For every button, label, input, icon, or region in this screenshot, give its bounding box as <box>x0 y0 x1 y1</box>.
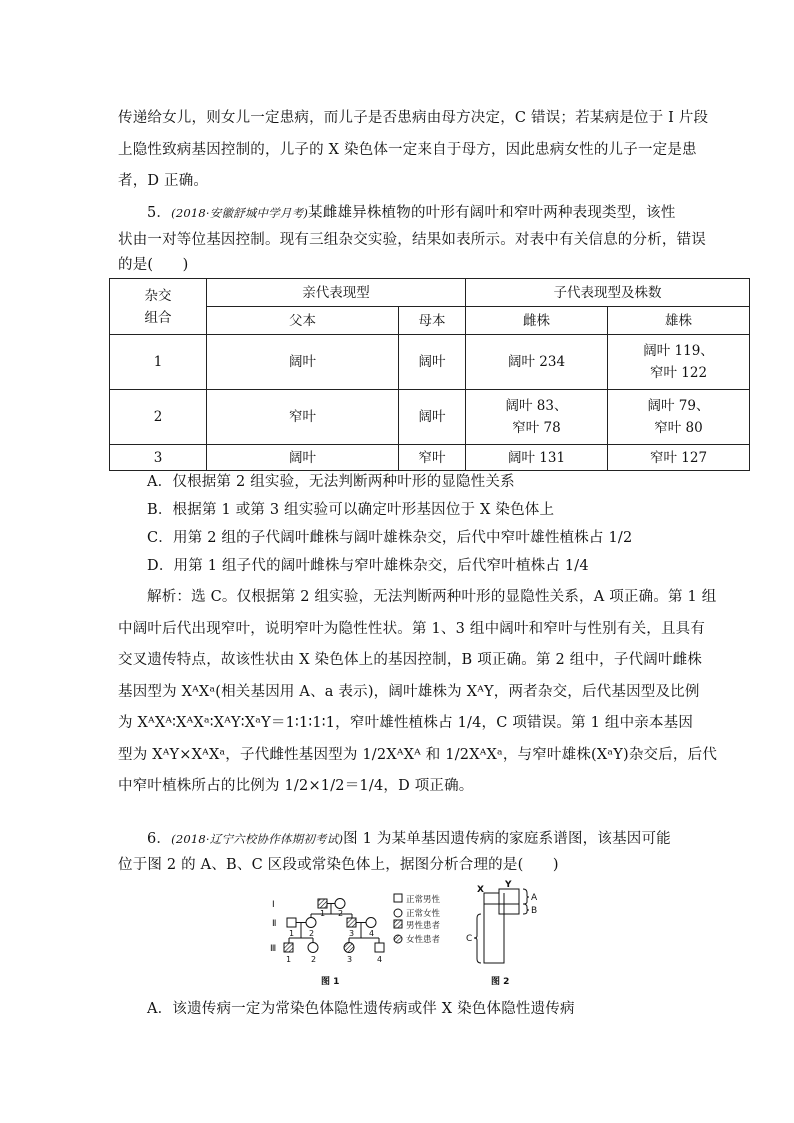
header-male: 雄株 <box>608 307 750 335</box>
header-parents: 亲代表现型 <box>207 279 466 307</box>
q6-stem-text: 图 1 为某单基因遗传病的家庭系谱图，该基因可能 <box>343 831 671 847</box>
q6-option-a: A．该遗传病一定为常染色体隐性遗传病或伴 X 染色体隐性遗传病 <box>147 1001 575 1017</box>
gen3-num-2: 2 <box>311 955 317 964</box>
cell-female <box>466 390 608 445</box>
cell-mother: 阔叶 <box>399 390 466 445</box>
table-row <box>110 390 750 445</box>
gen2-affected-male-3 <box>347 918 356 927</box>
gen2-normal-male-1 <box>287 918 296 927</box>
q5-option-a: A．仅根据第 2 组实验，无法判断两种叶形的显隐性关系 <box>147 474 515 490</box>
gen1-num-1: 1 <box>320 909 326 918</box>
legend-normal-male: 正常男性 <box>406 895 441 905</box>
q6-stem-line-1 <box>147 829 671 849</box>
cell-mother: 窄叶 <box>399 445 466 471</box>
cell-mother: 阔叶 <box>399 335 466 390</box>
cell-group: 2 <box>110 390 207 445</box>
cell-father: 阔叶 <box>207 335 399 390</box>
q6-number: 6． <box>147 831 172 847</box>
q5-analysis-line-1: 解析：选 C。仅根据第 2 组实验，无法判断两种叶形的显隐性关系，A 项正确。第 1 组 <box>147 589 717 605</box>
gen2-num-3: 3 <box>349 929 355 938</box>
header-father: 父本 <box>207 307 399 335</box>
y-chromosome <box>499 889 519 914</box>
pedigree-figure <box>284 894 402 953</box>
header-cross-group-line-2: 组合 <box>144 309 172 326</box>
figure2-caption: 图 2 <box>491 977 510 987</box>
header-cross-group-line-1: 杂交 <box>144 287 172 304</box>
label-c: C <box>466 934 473 944</box>
cell-female-line-1: 阔叶 234 <box>507 354 566 370</box>
cell-group: 1 <box>110 335 207 390</box>
legend-affected-female: 女性患者 <box>406 935 441 945</box>
gen2-num-2: 2 <box>309 929 315 938</box>
q5-number: 5． <box>147 205 172 221</box>
legend-affected-male: 男性患者 <box>406 921 441 931</box>
q5-analysis-line-4: 基因型为 XᴬXᵃ(相关基因用 A、a 表示)，阔叶雄株为 XᴬY，两者杂交，后代基因型及比例 <box>118 684 700 700</box>
cell-male <box>608 335 750 390</box>
gen1-label: Ⅰ <box>272 900 275 910</box>
cell-male <box>608 390 750 445</box>
legend-normal-female-symbol <box>394 909 402 917</box>
gen2-normal-female-2 <box>306 918 316 928</box>
q5-stem-line-3: 的是( ) <box>118 257 189 273</box>
cell-female-line-2: 窄叶 78 <box>512 420 561 436</box>
legend-affected-male-symbol <box>394 920 402 928</box>
gen2-label: Ⅱ <box>272 919 277 929</box>
gen2-num-4: 4 <box>369 929 375 938</box>
cell-male-line-2: 窄叶 80 <box>654 420 703 436</box>
q5-stem-text: 某雌雄异株植物的叶形有阔叶和窄叶两种表现类型，该性 <box>308 205 676 221</box>
gen3-affected-male-1 <box>284 943 293 952</box>
gen1-affected-male <box>318 899 327 908</box>
q5-analysis-line-7: 中窄叶植株所占的比例为 1/2×1/2＝1/4，D 项正确。 <box>118 778 474 794</box>
gen3-normal-male-4 <box>375 943 384 952</box>
gen1-num-2: 2 <box>338 909 344 918</box>
header-cross-group <box>110 279 207 335</box>
intro-line-3: 者，D 正确。 <box>118 173 209 189</box>
q5-stem-line-1 <box>147 203 676 223</box>
gen3-num-4: 4 <box>377 955 383 964</box>
q5-source: (2018·安徽舒城中学月考) <box>171 206 309 220</box>
cell-male-line-2: 窄叶 122 <box>649 365 708 381</box>
label-a: A <box>531 893 538 903</box>
label-x: X <box>477 885 484 895</box>
legend-normal-male-symbol <box>394 894 402 902</box>
gen3-affected-female-3 <box>344 943 354 953</box>
gen2-num-1: 1 <box>289 929 295 938</box>
cell-male-line-1: 阔叶 79、 <box>647 398 710 414</box>
cell-male: 窄叶 127 <box>608 445 750 471</box>
cell-father: 窄叶 <box>207 390 399 445</box>
chromosome-figure <box>474 889 529 963</box>
figure1-caption: 图 1 <box>321 977 340 987</box>
cell-male-line-1: 阔叶 119、 <box>643 343 714 359</box>
gen3-num-3: 3 <box>347 955 353 964</box>
header-mother: 母本 <box>399 307 466 335</box>
legend-normal-female: 正常女性 <box>406 909 441 919</box>
intro-line-2: 上隐性致病基因控制的，儿子的 X 染色体一定来自于母方，因此患病女性的儿子一定是患 <box>118 142 697 158</box>
table-row <box>110 335 750 390</box>
label-y: Y <box>505 880 512 890</box>
q5-option-d: D．用第 1 组子代的阔叶雌株与窄叶雄株杂交，后代窄叶植株占 1/4 <box>147 558 589 574</box>
q5-analysis-line-3: 交叉遗传特点，故该性状由 X 染色体上的基因控制，B 项正确。第 2 组中，子代阔叶雌株 <box>118 652 703 668</box>
header-offspring: 子代表现型及株数 <box>466 279 750 307</box>
q5-analysis-line-2: 中阔叶后代出现窄叶，说明窄叶为隐性性状。第 1、3 组中阔叶和窄叶与性别有关，且具有 <box>118 621 706 637</box>
label-b: B <box>531 906 538 916</box>
gen1-normal-female <box>335 899 345 909</box>
table-row <box>110 445 750 471</box>
cell-female-line-1: 阔叶 83、 <box>505 398 568 414</box>
gen3-num-1: 1 <box>286 955 292 964</box>
q5-data-table <box>109 278 750 471</box>
q6-source: (2018·辽宁六校协作体期初考试) <box>171 832 344 846</box>
q5-analysis-line-5: 为 XᴬXᴬ∶XᴬXᵃ∶XᴬY∶XᵃY＝1∶1∶1∶1，窄叶雄性植株占 1/4，C 项错误。第 1 组中亲本基因 <box>118 715 694 731</box>
q5-option-b: B．根据第 1 或第 3 组实验可以确定叶形基因位于 X 染色体上 <box>147 502 555 518</box>
cell-father: 阔叶 <box>207 445 399 471</box>
q5-analysis-line-6: 型为 XᴬY×XᴬXᵃ，子代雌性基因型为 1/2XᴬXᴬ 和 1/2XᴬXᵃ，与窄叶雄株(XᵃY)杂交后，后代 <box>118 747 718 763</box>
q6-stem-line-2: 位于图 2 的 A、B、C 区段或常染色体上，据图分析合理的是( ) <box>118 857 559 873</box>
q5-option-c: C．用第 2 组的子代阔叶雌株与阔叶雄株杂交，后代中窄叶雄性植株占 1/2 <box>147 530 633 546</box>
pedigree-and-chromosome-figure <box>267 880 567 988</box>
gen2-normal-female-4 <box>366 918 376 928</box>
q5-stem-line-2: 状由一对等位基因控制。现有三组杂交实验，结果如表所示。对表中有关信息的分析，错误 <box>118 232 706 248</box>
header-female: 雌株 <box>466 307 608 335</box>
intro-line-1: 传递给女儿，则女儿一定患病，而儿子是否患病由母方决定，C 错误；若某病是位于 I 片段 <box>118 110 709 126</box>
cell-female: 阔叶 131 <box>466 445 608 471</box>
cell-female <box>466 335 608 390</box>
legend-affected-female-symbol <box>394 935 402 943</box>
gen3-normal-female-2 <box>308 943 318 953</box>
gen3-label: Ⅲ <box>270 944 277 954</box>
cell-group: 3 <box>110 445 207 471</box>
